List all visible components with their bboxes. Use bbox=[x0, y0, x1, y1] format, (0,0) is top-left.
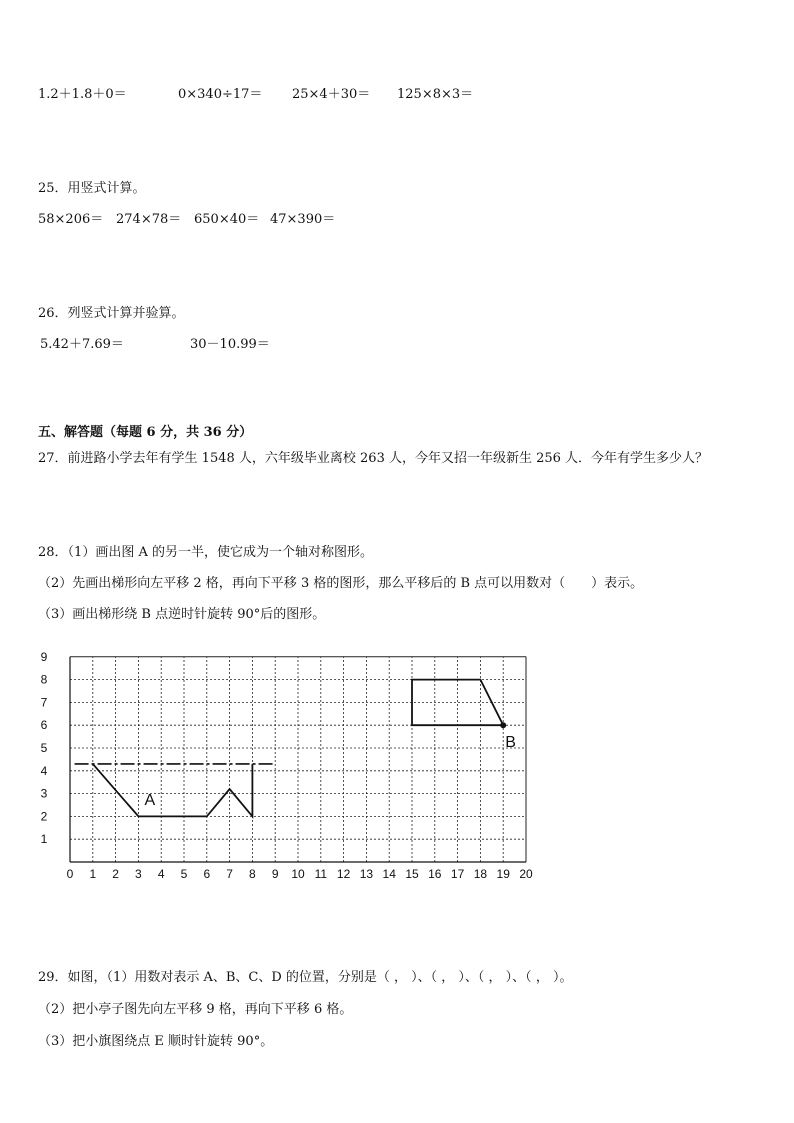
coordinate-grid bbox=[30, 640, 540, 890]
q24-item-2: 0×340÷17＝ bbox=[178, 87, 263, 102]
q25-item-3: 650×40＝ bbox=[194, 212, 260, 227]
y-tick-label: 9 bbox=[40, 649, 48, 664]
section-title: 五、解答题（每题 6 分，共 36 分） bbox=[38, 425, 253, 440]
x-tick-label: 12 bbox=[336, 867, 351, 881]
point-b bbox=[500, 722, 506, 728]
x-tick-label: 17 bbox=[450, 867, 465, 881]
x-tick-label: 2 bbox=[112, 867, 119, 881]
q29-line-3: （3）把小旗图绕点 E 顺时针旋转 90°。 bbox=[38, 1034, 274, 1049]
q28-line-3: （3）画出梯形绕 B 点逆时针旋转 90°后的图形。 bbox=[38, 607, 326, 622]
trapezoid bbox=[412, 680, 503, 726]
y-tick-label: 2 bbox=[40, 809, 48, 824]
point-b-label: B bbox=[505, 734, 516, 752]
q26-item-1: 5.42＋7.69＝ bbox=[40, 337, 124, 352]
y-tick-label: 7 bbox=[40, 695, 48, 710]
figure-a-label: A bbox=[144, 792, 156, 809]
x-tick-label: 20 bbox=[519, 867, 533, 881]
x-tick-label: 5 bbox=[180, 867, 188, 881]
figure-a bbox=[93, 764, 253, 816]
q26-title: 26．列竖式计算并验算。 bbox=[38, 306, 185, 321]
x-tick-label: 7 bbox=[226, 867, 233, 881]
x-tick-label: 9 bbox=[271, 867, 279, 881]
y-tick-label: 8 bbox=[40, 672, 48, 687]
x-tick-label: 6 bbox=[203, 867, 211, 881]
y-tick-label: 3 bbox=[40, 786, 48, 801]
x-tick-label: 0 bbox=[66, 867, 74, 881]
q24-item-1: 1.2＋1.8＋0＝ bbox=[38, 87, 127, 102]
x-tick-label: 18 bbox=[473, 867, 488, 881]
q25-item-1: 58×206＝ bbox=[38, 212, 104, 227]
q26-item-2: 30－10.99＝ bbox=[190, 337, 270, 352]
q28-line-2: （2）先画出梯形向左平移 2 格，再向下平移 3 格的图形，那么平移后的 B 点可以用数对（ ）表示。 bbox=[38, 576, 644, 591]
q28-line-1: 28．（1）画出图 A 的另一半，使它成为一个轴对称图形。 bbox=[38, 545, 373, 560]
x-tick-label: 4 bbox=[157, 867, 165, 881]
x-tick-label: 3 bbox=[135, 867, 142, 881]
y-tick-label: 1 bbox=[40, 832, 48, 847]
y-tick-label: 6 bbox=[40, 718, 48, 733]
q24-item-3: 25×4＋30＝ bbox=[292, 87, 371, 102]
q25-title: 25．用竖式计算。 bbox=[38, 181, 146, 196]
q25-item-2: 274×78＝ bbox=[116, 212, 182, 227]
y-tick-label: 5 bbox=[40, 741, 48, 755]
x-tick-label: 1 bbox=[89, 867, 97, 881]
q29-line-2: （2）把小亭子图先向左平移 9 格，再向下平移 6 格。 bbox=[38, 1002, 353, 1017]
q27-text: 27．前进路小学去年有学生 1548 人，六年级毕业离校 263 人，今年又招一年级新生 256 人．今年有学生多少人？ bbox=[38, 451, 709, 466]
x-tick-label: 13 bbox=[359, 867, 374, 881]
x-tick-label: 11 bbox=[314, 867, 328, 881]
x-tick-label: 16 bbox=[428, 867, 442, 881]
x-tick-label: 15 bbox=[405, 867, 419, 881]
x-tick-label: 8 bbox=[249, 867, 256, 881]
x-tick-label: 14 bbox=[382, 867, 396, 881]
q24-item-4: 125×8×3＝ bbox=[397, 87, 474, 102]
x-tick-label: 19 bbox=[496, 867, 510, 881]
q29-line-1: 29．如图，（1）用数对表示 A、B、C、D 的位置，分别是（ ， ）、（ ， ）、（ ， ）、（ ， ）。 bbox=[38, 970, 573, 985]
y-tick-label: 4 bbox=[40, 763, 48, 778]
q25-item-4: 47×390＝ bbox=[270, 212, 336, 227]
x-tick-label: 10 bbox=[291, 867, 305, 881]
